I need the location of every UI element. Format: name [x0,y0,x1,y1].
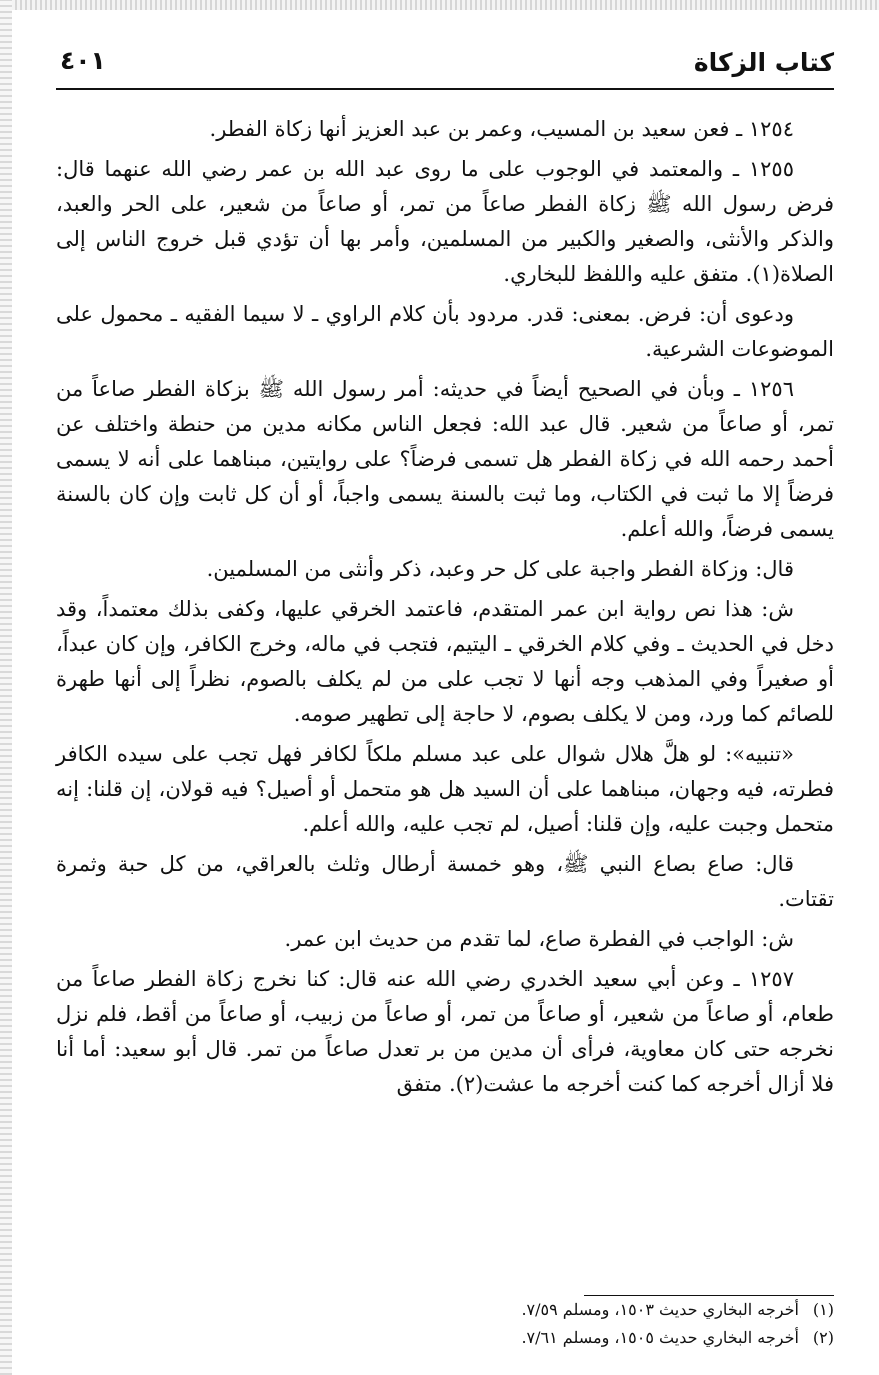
footnotes [56,1295,834,1352]
paragraph-1257: ١٢٥٧ ـ وعن أبي سعيد الخدري رضي الله عنه قال: كنا نخرج زكاة الفطر صاعاً من طعام، أو صاعاً من شعير، أو صاعاً من تمر، أو صاعاً من زبيب، أو صاعاً من أقط، فلم نزل نخرجه حتى كان معاوية، فرأى أن مدين من بر تعدل صاعاً من تمر. قال أبو سعيد: أما أنا فلا أزال أخرجه كما كنت أخرجه ما عشت(٢). متفق [56,967,834,1096]
footnote-1-number: (١) [812,1300,834,1319]
footnote-2-text: أخرجه البخاري حديث ١٥٠٥، ومسلم ٧/٦١. [521,1328,799,1347]
paragraph-matn-obligation: قال: وزكاة الفطر واجبة على كل حر وعبد، ذكر وأنثى من المسلمين. [206,557,794,581]
page-border-top [0,0,879,10]
book-page [56,40,834,1347]
running-header [56,40,834,90]
paragraph-sharh-sa: ش: الواجب في الفطرة صاع، لما تقدم من حديث ابن عمر. [284,927,794,951]
paragraph-1256: ١٢٥٦ ـ وبأن في الصحيح أيضاً في حديثه: أمر رسول الله ﷺ بزكاة الفطر صاعاً من تمر، أو صاعاً من شعير. قال عبد الله: فجعل الناس مكانه مدين من حنطة واختلف عن أحمد رحمه الله في زكاة الفطر هل تسمى فرضاً؟ على روايتين، مبناهما على أنه لا يسمى فرضاً إلا ما ثبت في الكتاب، وما ثبت بالسنة يسمى واجباً، أو أن كل ثابت وإن كان بالسنة يسمى فرضاً، والله أعلم. [56,377,834,541]
paragraph-1255: ١٢٥٥ ـ والمعتمد في الوجوب على ما روى عبد الله بن عمر رضي الله عنهما قال: فرض رسول الله ﷺ زكاة الفطر صاعاً من تمر، أو صاعاً من شعير، على الحر والعبد، والذكر والأنثى، والصغير والكبير من المسلمين، وأمر بها أن تؤدي قبل خروج الناس إلى الصلاة(١). متفق عليه واللفظ للبخاري. [56,157,834,286]
paragraph-sharh-obligation: ش: هذا نص رواية ابن عمر المتقدم، فاعتمد الخرقي عليها، وكفى بذلك معتمداً، وقد دخل في الحديث ـ وفي كلام الخرقي ـ اليتيم، فتجب في ماله، وخرج الكافر، وإن كان عبداً، أو صغيراً وفي المذهب وجه أنها لا تجب على من لم يكلف بالصوم، نظراً إلى أنها طهرة للصائم كما ورد، ومن لا يكلف بصوم، لا حاجة إلى تطهير صومه. [56,597,834,726]
page-border-left [0,0,12,1375]
footnote-1 [56,1296,834,1324]
chapter-title: كتاب الزكاة [693,48,834,77]
paragraph-1254: ١٢٥٤ ـ فعن سعيد بن المسيب، وعمر بن عبد العزيز أنها زكاة الفطر. [209,117,794,141]
paragraph-note-tanbih: «تنبيه»: لو هلَّ هلال شوال على عبد مسلم ملكاً لكافر فهل تجب على سيده الكافر فطرته، فيه وجهان، مبناهما على أن السيد هل هو متحمل أو أصيل؟ فيه قولان، إن قلنا: إنه متحمل وجبت عليه، وإن قلنا: أصيل، لم تجب عليه، والله أعلم. [56,742,834,836]
main-text [56,112,834,1102]
footnote-2-number: (٢) [812,1328,834,1347]
paragraph-matn-sa: قال: صاع بصاع النبي ﷺ، وهو خمسة أرطال وثلث بالعراقي، من كل حبة وثمرة تقتات. [56,852,834,911]
footnote-2 [56,1324,834,1352]
page-number: ٤٠١ [60,46,106,75]
footnote-1-text: أخرجه البخاري حديث ١٥٠٣، ومسلم ٧/٥٩. [521,1300,799,1319]
paragraph-claim-rebuttal: ودعوى أن: فرض. بمعنى: قدر. مردود بأن كلام الراوي ـ لا سيما الفقيه ـ محمول على الموضوعات الشرعية. [56,302,834,361]
